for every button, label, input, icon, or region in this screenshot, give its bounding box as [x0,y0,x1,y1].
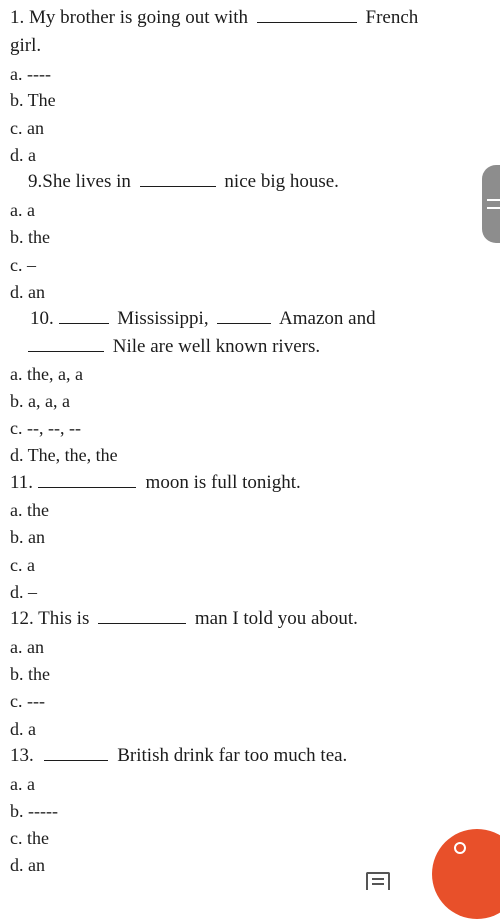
option-c: c. an [10,118,44,138]
question-1-line [10,6,418,30]
option-d: d. a [10,145,36,165]
option-a: a. a [10,200,35,220]
option-d: d. – [10,582,37,602]
option-c: c. the [10,828,49,848]
question-1-tail: French [365,7,419,28]
question-12-tail: man I told you about. [194,608,358,629]
option-c: c. --- [10,691,45,711]
option-b: b. a, a, a [10,391,70,411]
question-10-lead: 10. [30,308,54,329]
question-1-lead: 1. My brother is going out with [10,7,249,28]
answer-blank [257,6,357,23]
question-10-tail: Nile are well known rivers. [112,336,321,357]
option-d: d. The, the, the [10,445,118,465]
question-12-line [10,607,358,631]
handle-bar [487,207,500,209]
handle-bar [487,199,500,201]
question-13-lead: 13. [10,745,34,766]
answer-blank [44,744,108,761]
option-a: a. the, a, a [10,364,83,384]
option-a: a. the [10,500,49,520]
answer-blank [98,607,186,624]
option-c: c. – [10,255,36,275]
option-b: b. ----- [10,801,58,821]
option-c: c. --, --, -- [10,418,81,438]
action-button[interactable] [432,829,500,919]
question-11-tail: moon is full tonight. [145,472,301,493]
question-10-mid-2: Amazon and [279,308,376,329]
option-b: b. an [10,527,45,547]
option-a: a. an [10,637,44,657]
answer-blank [140,170,216,187]
question-13-line [10,744,347,768]
option-b: b. the [10,664,50,684]
option-d: d. a [10,719,36,739]
question-9-tail: nice big house. [224,171,339,192]
option-a: a. a [10,774,35,794]
question-10-continuation [28,335,320,359]
question-10-line [30,307,376,331]
question-10-mid-1: Mississippi, [117,308,209,329]
answer-blank [28,335,104,352]
option-a: a. ---- [10,64,51,84]
answer-blank [38,471,136,488]
question-9-line [28,170,339,194]
document-icon[interactable] [366,872,390,890]
question-11-lead: 11. [10,472,34,493]
option-d: d. an [10,855,45,875]
question-1-continuation: girl. [10,35,42,56]
option-c: c. a [10,555,35,575]
side-menu-handle-icon[interactable] [482,165,500,243]
answer-blank [59,307,109,324]
option-b: b. the [10,227,50,247]
action-button-icon [454,842,466,854]
question-13-tail: British drink far too much tea. [117,745,348,766]
option-b: b. The [10,90,56,110]
question-9-lead: 9.She lives in [28,171,131,192]
option-d: d. an [10,282,45,302]
answer-blank [217,307,271,324]
question-11-line [10,471,301,495]
question-12-lead: 12. This is [10,608,90,629]
